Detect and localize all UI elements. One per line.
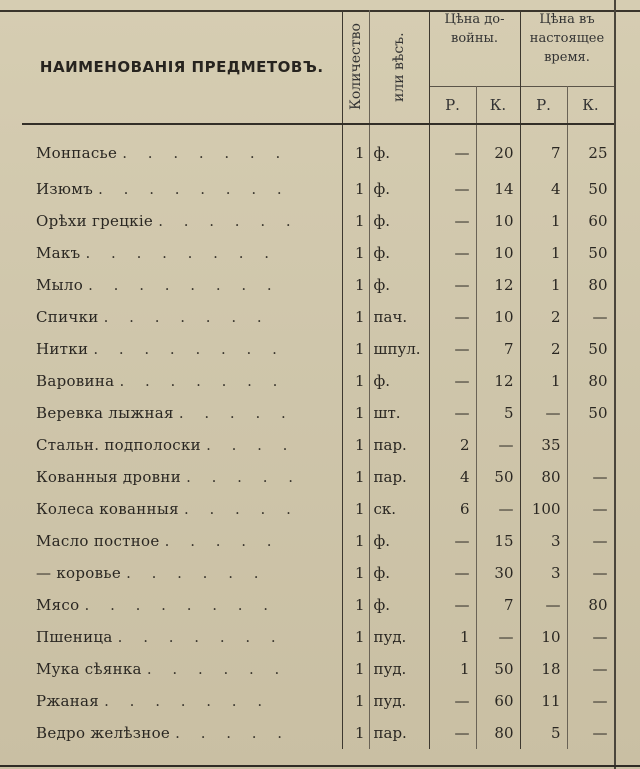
price-now-kop: —	[567, 717, 614, 749]
leader-dots: . . . . . . . .	[93, 340, 285, 358]
leader-dots: . . . . . . .	[103, 308, 270, 326]
item-name: Ржаная	[36, 692, 100, 710]
price-before-kop: 20	[476, 124, 520, 173]
table-row	[22, 365, 614, 397]
item-name-cell	[22, 589, 342, 621]
item-quantity: 1	[342, 493, 369, 525]
table-row	[22, 557, 614, 589]
price-now-kop: 50	[567, 397, 614, 429]
item-name: Варовина	[36, 372, 115, 390]
item-unit: ф.	[369, 237, 429, 269]
price-now-kop: 80	[567, 365, 614, 397]
price-now-rub: 4	[520, 173, 567, 205]
price-now-kop: 80	[567, 589, 614, 621]
price-now-kop: 50	[567, 237, 614, 269]
price-now-rub: 2	[520, 301, 567, 333]
price-now-rub: —	[520, 397, 567, 429]
item-unit: ф.	[369, 124, 429, 173]
item-quantity: 1	[342, 589, 369, 621]
price-before-rub: —	[429, 685, 476, 717]
leader-dots: . . . . .	[183, 500, 299, 518]
price-now-kop: —	[567, 461, 614, 493]
price-table	[22, 10, 615, 749]
price-now-rub: 1	[520, 205, 567, 237]
leader-dots: . . . . . . .	[122, 144, 289, 162]
price-before-rub: —	[429, 124, 476, 173]
item-name: Веревка лыжная	[36, 404, 174, 422]
item-name-cell	[22, 173, 342, 205]
item-name-cell	[22, 653, 342, 685]
item-unit: пар.	[369, 461, 429, 493]
item-name: Нитки	[36, 340, 89, 358]
price-before-kop: —	[476, 429, 520, 461]
price-now-rub: 11	[520, 685, 567, 717]
price-now-rub: 18	[520, 653, 567, 685]
price-now-rub: 5	[520, 717, 567, 749]
price-now-rub: 35	[520, 429, 567, 461]
price-before-kop: 7	[476, 333, 520, 365]
item-quantity: 1	[342, 685, 369, 717]
leader-dots: . . . . .	[186, 468, 302, 486]
price-before-kop: 10	[476, 237, 520, 269]
price-before-rub: 4	[429, 461, 476, 493]
table-body	[22, 124, 614, 749]
item-name: — коровье	[36, 564, 121, 582]
item-unit: шт.	[369, 397, 429, 429]
item-name: Мыло	[36, 276, 84, 294]
subheader-before-kop: К.	[476, 87, 520, 125]
price-before-rub: —	[429, 205, 476, 237]
item-name-cell	[22, 365, 342, 397]
table-row	[22, 461, 614, 493]
item-name-cell	[22, 237, 342, 269]
price-now-kop	[567, 429, 614, 461]
subheader-before-rub: Р.	[429, 87, 476, 125]
item-quantity: 1	[342, 269, 369, 301]
item-unit: ф.	[369, 525, 429, 557]
price-now-kop: —	[567, 621, 614, 653]
price-now-rub: 7	[520, 124, 567, 173]
item-quantity: 1	[342, 173, 369, 205]
item-name: Изюмъ	[36, 180, 94, 198]
item-name: Кованныя дровни	[36, 468, 182, 486]
price-before-kop: 50	[476, 461, 520, 493]
leader-dots: . . . . . . . .	[98, 180, 290, 198]
bottom-border-rule	[0, 765, 640, 767]
price-now-kop: 60	[567, 205, 614, 237]
price-before-rub: —	[429, 589, 476, 621]
item-name-cell	[22, 493, 342, 525]
item-name: Мясо	[36, 596, 80, 614]
item-unit: ф.	[369, 365, 429, 397]
item-name: Спички	[36, 308, 99, 326]
price-before-rub: —	[429, 173, 476, 205]
item-quantity: 1	[342, 429, 369, 461]
table-row	[22, 589, 614, 621]
price-now-rub: 3	[520, 557, 567, 589]
price-now-rub: 3	[520, 525, 567, 557]
leader-dots: . . . . . . .	[119, 372, 286, 390]
price-now-kop: 25	[567, 124, 614, 173]
item-name-cell	[22, 685, 342, 717]
item-quantity: 1	[342, 205, 369, 237]
item-name: Макъ	[36, 244, 81, 262]
right-border-rule	[614, 0, 616, 769]
price-before-kop: —	[476, 493, 520, 525]
column-header-weight	[369, 10, 429, 124]
item-name-cell	[22, 557, 342, 589]
item-quantity: 1	[342, 365, 369, 397]
table-header	[22, 10, 614, 124]
price-now-kop: 80	[567, 269, 614, 301]
price-before-rub: 2	[429, 429, 476, 461]
leader-dots: . . . . .	[175, 724, 291, 742]
price-before-kop: 12	[476, 365, 520, 397]
table-row	[22, 301, 614, 333]
subheader-now-kop: К.	[567, 87, 614, 125]
price-now-kop: 50	[567, 173, 614, 205]
item-name-cell	[22, 397, 342, 429]
price-before-rub: —	[429, 301, 476, 333]
item-quantity: 1	[342, 237, 369, 269]
item-quantity: 1	[342, 461, 369, 493]
price-before-kop: 7	[476, 589, 520, 621]
item-name: Мука сѣянка	[36, 660, 142, 678]
price-now-kop: —	[567, 685, 614, 717]
item-name-cell	[22, 717, 342, 749]
item-unit: пуд.	[369, 653, 429, 685]
table-row	[22, 429, 614, 461]
price-before-rub: —	[429, 397, 476, 429]
item-unit: пар.	[369, 717, 429, 749]
price-before-kop: —	[476, 621, 520, 653]
price-now-kop: —	[567, 557, 614, 589]
item-unit: ф.	[369, 557, 429, 589]
table-row	[22, 333, 614, 365]
item-name: Ведро желѣзное	[36, 724, 171, 742]
price-before-kop: 5	[476, 397, 520, 429]
column-header-price-before: Цѣна до-войны.	[429, 10, 520, 87]
item-quantity: 1	[342, 525, 369, 557]
price-before-rub: —	[429, 237, 476, 269]
item-unit: пар.	[369, 429, 429, 461]
item-name: Масло постное	[36, 532, 160, 550]
table-row	[22, 717, 614, 749]
table-row	[22, 269, 614, 301]
leader-dots: . . . . . .	[158, 212, 299, 230]
leader-dots: . . . . .	[178, 404, 294, 422]
price-now-rub: 80	[520, 461, 567, 493]
item-name: Пшеница	[36, 628, 113, 646]
price-before-kop: 12	[476, 269, 520, 301]
table-row	[22, 237, 614, 269]
item-name-cell	[22, 461, 342, 493]
price-before-kop: 50	[476, 653, 520, 685]
item-name-cell	[22, 333, 342, 365]
item-quantity: 1	[342, 301, 369, 333]
leader-dots: . . . . .	[164, 532, 280, 550]
item-unit: ф.	[369, 269, 429, 301]
leader-dots: . . . . . . .	[104, 692, 271, 710]
item-name-cell	[22, 301, 342, 333]
item-unit: ск.	[369, 493, 429, 525]
table-row	[22, 124, 614, 173]
item-unit: ф.	[369, 173, 429, 205]
item-quantity: 1	[342, 717, 369, 749]
item-name-cell	[22, 525, 342, 557]
price-before-rub: 1	[429, 621, 476, 653]
price-before-rub: —	[429, 717, 476, 749]
price-before-rub: 6	[429, 493, 476, 525]
item-name-cell	[22, 205, 342, 237]
price-now-rub: 1	[520, 237, 567, 269]
table-row	[22, 685, 614, 717]
leader-dots: . . . . . . . .	[84, 596, 277, 614]
item-quantity: 1	[342, 124, 369, 173]
leader-dots: . . . . . .	[146, 660, 288, 678]
table-row	[22, 525, 614, 557]
item-name: Стальн. подполоски	[36, 436, 201, 454]
price-before-rub: —	[429, 525, 476, 557]
quantity-header-line2: или вѣсъ.	[391, 31, 407, 102]
price-before-rub: —	[429, 365, 476, 397]
item-name: Орѣхи грецкіе	[36, 212, 154, 230]
item-unit: пуд.	[369, 685, 429, 717]
leader-dots: . . . . . . .	[117, 628, 284, 646]
item-quantity: 1	[342, 557, 369, 589]
table-row	[22, 621, 614, 653]
table-row	[22, 397, 614, 429]
leader-dots: . . . . . . . .	[85, 244, 278, 262]
price-before-kop: 15	[476, 525, 520, 557]
price-before-kop: 60	[476, 685, 520, 717]
price-before-kop: 80	[476, 717, 520, 749]
price-now-rub: 10	[520, 621, 567, 653]
price-now-rub: 1	[520, 365, 567, 397]
column-header-price-now: Цѣна въ настоящее время.	[520, 10, 614, 87]
item-unit: шпул.	[369, 333, 429, 365]
quantity-header-line1: Количество	[347, 23, 364, 110]
item-unit: ф.	[369, 589, 429, 621]
price-now-kop: —	[567, 653, 614, 685]
subheader-now-rub: Р.	[520, 87, 567, 125]
item-name-cell	[22, 124, 342, 173]
price-now-rub: 1	[520, 269, 567, 301]
table-row	[22, 653, 614, 685]
item-name-cell	[22, 621, 342, 653]
table-row	[22, 493, 614, 525]
item-name: Монпасье	[36, 144, 118, 162]
item-quantity: 1	[342, 653, 369, 685]
price-before-kop: 30	[476, 557, 520, 589]
price-before-kop: 10	[476, 205, 520, 237]
item-unit: пач.	[369, 301, 429, 333]
leader-dots: . . . . . .	[126, 564, 267, 582]
price-before-kop: 14	[476, 173, 520, 205]
price-now-rub: 100	[520, 493, 567, 525]
item-name-cell	[22, 269, 342, 301]
price-before-kop: 10	[476, 301, 520, 333]
price-before-rub: 1	[429, 653, 476, 685]
price-now-rub: 2	[520, 333, 567, 365]
item-quantity: 1	[342, 333, 369, 365]
column-header-name: НАИМЕНОВАНІЯ ПРЕДМЕТОВЪ.	[22, 10, 342, 124]
item-quantity: 1	[342, 397, 369, 429]
item-unit: ф.	[369, 205, 429, 237]
item-unit: пуд.	[369, 621, 429, 653]
price-now-kop: —	[567, 493, 614, 525]
price-now-kop: 50	[567, 333, 614, 365]
price-before-rub: —	[429, 269, 476, 301]
table-row	[22, 173, 614, 205]
price-now-rub: —	[520, 589, 567, 621]
leader-dots: . . . .	[206, 436, 296, 454]
price-now-kop: —	[567, 301, 614, 333]
leader-dots: . . . . . . . .	[88, 276, 280, 294]
price-now-kop: —	[567, 525, 614, 557]
item-name-cell	[22, 429, 342, 461]
item-name: Колеса кованныя	[36, 500, 179, 518]
table-row	[22, 205, 614, 237]
price-before-rub: —	[429, 557, 476, 589]
column-header-quantity	[342, 10, 369, 124]
price-before-rub: —	[429, 333, 476, 365]
item-quantity: 1	[342, 621, 369, 653]
